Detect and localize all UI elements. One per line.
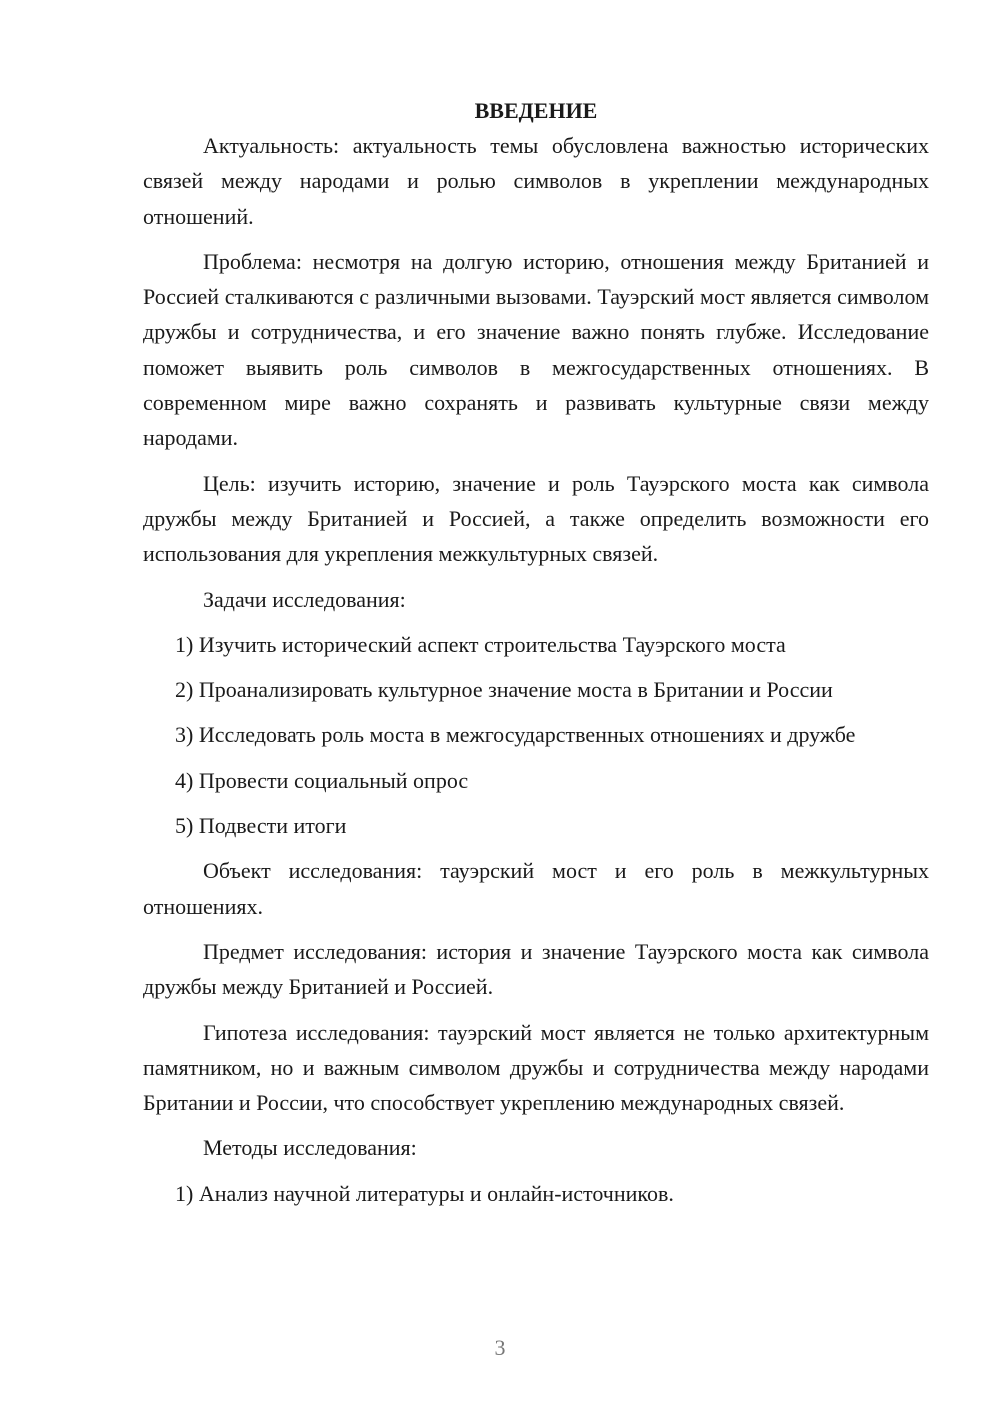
task-item: 2) Проанализировать культурное значение моста в Британии и России (175, 677, 833, 703)
document-page (143, 93, 929, 1211)
goal-paragraph: Цель: изучить историю, значение и роль Тауэрского моста как символа дружбы между Британией и Россией, а также определить возможности его использования для укрепления межкультурных связей. (143, 470, 929, 567)
task-item: 5) Подвести итоги (175, 813, 347, 839)
task-item: 3) Исследовать роль моста в межгосударственных отношениях и дружбе (175, 722, 856, 748)
object-paragraph: Объект исследования: тауэрский мост и его роль в межкультурных отношениях. (143, 858, 929, 919)
hypothesis-paragraph: Гипотеза исследования: тауэрский мост является не только архитектурным памятником, но и важным символом дружбы и сотрудничества между народами Британии и России, что способствует укреплению международных связей. (143, 1019, 929, 1116)
subject-paragraph: Предмет исследования: история и значение Тауэрского моста как символа дружбы между Британией и Россией. (143, 938, 929, 1000)
task-item: 1) Изучить исторический аспект строительства Тауэрского моста (175, 631, 786, 657)
page-title: ВВЕДЕНИЕ (474, 98, 598, 123)
problem-paragraph: Проблема: несмотря на долгую историю, отношения между Британией и Россией сталкиваются с различными вызовами. Тауэрский мост является символом дружбы и сотрудничества, и его значение важно понять глубже. Исследование поможет выявить роль символов в межгосударственных отношениях. В современном мире важно сохранять и развивать культурные связи между народами. (143, 248, 929, 451)
method-item: 1) Анализ научной литературы и онлайн-источников. (175, 1180, 674, 1206)
methods-heading: Методы исследования: (203, 1135, 417, 1161)
tasks-heading: Задачи исследования: (203, 586, 406, 612)
relevance-paragraph: Актуальность: актуальность темы обусловлена важностью исторических связей между народами и ролью символов в укреплении международных отношений. (143, 133, 929, 229)
task-item: 4) Провести социальный опрос (175, 767, 469, 793)
page-number: 3 (494, 1335, 506, 1360)
